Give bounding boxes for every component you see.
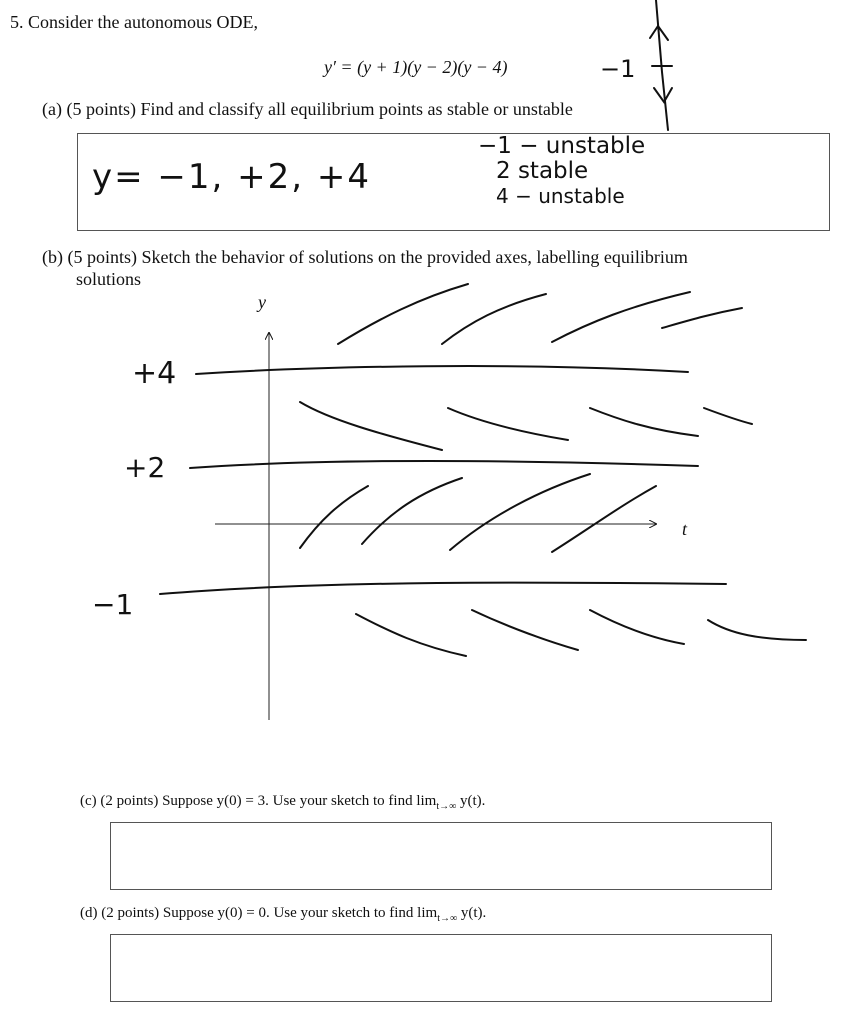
solution-curve xyxy=(552,292,690,342)
equilibrium-label-neg1: −1 xyxy=(92,588,134,621)
phase-line xyxy=(650,0,672,130)
solution-curve xyxy=(662,308,742,328)
part-c-tail: y(t). xyxy=(456,793,486,809)
part-d-label: (d) xyxy=(80,905,98,921)
equilibrium-label-4: +4 xyxy=(132,356,177,391)
part-d-limit-sub: t→∞ xyxy=(437,913,458,924)
part-a-points: (5 points) xyxy=(66,99,136,119)
solution-curve xyxy=(708,620,806,640)
problem-intro: Consider the autonomous ODE, xyxy=(28,12,258,32)
classification-item: −1 − unstable xyxy=(478,133,646,159)
t-axis-label: t xyxy=(682,519,688,539)
solution-curve xyxy=(338,284,468,344)
part-c-answer-box[interactable] xyxy=(110,822,772,890)
solution-curve xyxy=(300,486,368,548)
equilibrium-line-neg1 xyxy=(160,583,726,594)
equilibrium-line-4 xyxy=(196,366,688,374)
solution-curve xyxy=(590,610,684,644)
solution-curve xyxy=(362,478,462,544)
part-c-prompt xyxy=(80,793,485,812)
part-c-limit-sub: t→∞ xyxy=(436,801,457,812)
solution-curve xyxy=(590,408,698,436)
solution-curve xyxy=(448,408,568,440)
part-d-answer-box[interactable] xyxy=(110,934,772,1002)
part-d-text: Suppose y(0) = 0. Use your sketch to find lim xyxy=(162,905,438,921)
part-c-label: (c) xyxy=(80,793,97,809)
solution-curve xyxy=(552,486,656,552)
equilibrium-label-2: +2 xyxy=(124,451,166,484)
solution-curve xyxy=(356,614,466,656)
phase-line-label: −1 xyxy=(600,55,636,83)
part-a-handwritten-answer: y= −1, +2, +4 xyxy=(92,157,372,197)
part-c-text: Suppose y(0) = 3. Use your sketch to find lim xyxy=(162,793,437,809)
y-axis-label: y xyxy=(258,292,266,312)
part-a-label: (a) xyxy=(42,99,62,119)
part-b-label: (b) xyxy=(42,247,63,267)
solution-curve xyxy=(704,408,752,424)
part-d-prompt xyxy=(80,905,486,924)
ode-equation: y′ = (y + 1)(y − 2)(y − 4) xyxy=(324,57,508,77)
part-c-points: (2 points) xyxy=(100,793,159,809)
part-d-tail: y(t). xyxy=(457,905,487,921)
classification-item: 4 − unstable xyxy=(496,183,625,208)
part-b-text: Sketch the behavior of solutions on the provided axes, labelling equilibrium xyxy=(141,247,688,267)
equilibrium-line-2 xyxy=(190,461,698,468)
part-b-points: (5 points) xyxy=(67,247,137,267)
solution-curve xyxy=(300,402,442,450)
part-d-points: (2 points) xyxy=(101,905,160,921)
problem-number: 5. xyxy=(10,12,24,32)
classification-item: 2 stable xyxy=(496,158,589,185)
solution-curve xyxy=(442,294,546,344)
solution-curve xyxy=(450,474,590,550)
part-b-text-2: solutions xyxy=(76,269,142,289)
solution-curve xyxy=(472,610,578,650)
part-a-text: Find and classify all equilibrium points as stable or unstable xyxy=(140,99,573,119)
